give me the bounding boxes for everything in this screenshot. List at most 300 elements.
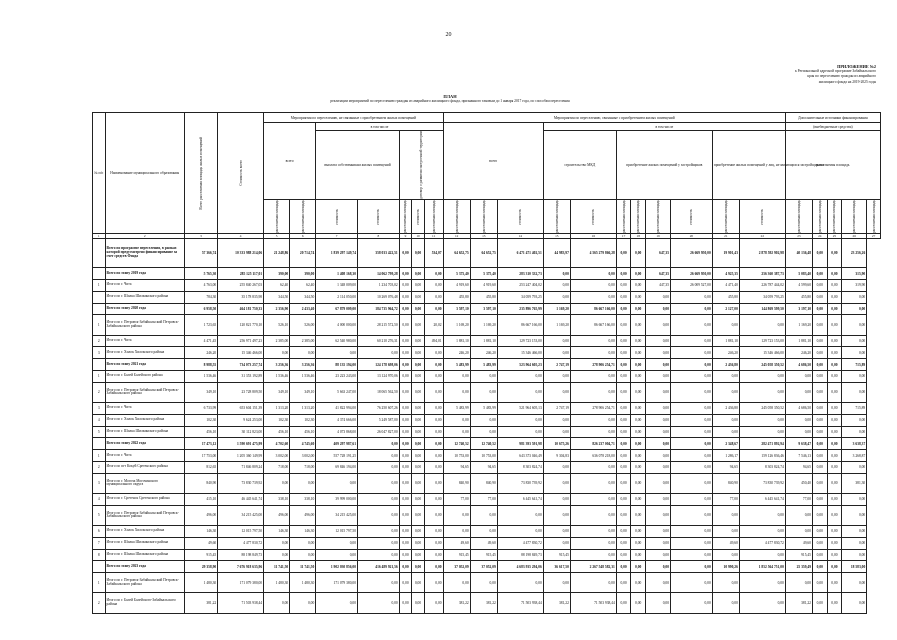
row-cell: 0,00 — [616, 291, 631, 303]
row-number: 4 — [93, 493, 106, 505]
row-cell: 0,00 — [712, 505, 739, 525]
column-number: 19 — [646, 234, 671, 239]
row-cell: 1 881,10 — [443, 335, 470, 347]
row-cell: 20 714,74 — [290, 239, 316, 268]
row-cell: 0,00 — [412, 426, 425, 438]
row-number — [93, 268, 106, 280]
row-name: Итого по г. Хилок Хилокского района — [105, 347, 184, 359]
row-cell: 0,00 — [443, 426, 470, 438]
row-cell: 0,00 — [412, 526, 425, 538]
table-total-row — [93, 438, 881, 450]
table-total-row — [93, 303, 881, 315]
row-cell: 0,00 — [616, 335, 631, 347]
row-name: Итого по г. Петровск-Забайкальский Петровск-Забайкальского района — [105, 315, 184, 335]
row-cell: 0,00 — [631, 268, 646, 280]
row-cell: 450,40 — [785, 473, 812, 493]
row-cell: 4 686,50 — [785, 359, 812, 371]
row-cell: 1 536,46 — [264, 370, 290, 382]
table-row — [93, 450, 881, 462]
row-cell: 381,22 — [785, 593, 812, 614]
row-cell: 0,00 — [812, 268, 827, 280]
row-cell: 0,00 — [827, 280, 842, 292]
row-cell: 0,00 — [842, 347, 867, 359]
row-cell: 13 124 970,06 — [358, 370, 400, 382]
row-cell: 0,00 — [470, 370, 497, 382]
header-g2-purchase-text: приобретение жилых помещений у застройщиков — [626, 162, 703, 167]
row-cell: 0,00 — [570, 573, 616, 593]
header-g3-incl-text: (внебюджетные средства) — [813, 124, 853, 129]
row-number — [93, 359, 106, 371]
row-cell: 0,00 — [570, 493, 616, 505]
row-cell: 0,00 — [646, 537, 671, 549]
row-cell: 0,00 — [631, 370, 646, 382]
row-cell: 0,00 — [827, 335, 842, 347]
row-cell: 0,00 — [631, 473, 646, 493]
row-cell: 0,00 — [671, 537, 713, 549]
h-sq — [785, 199, 812, 233]
row-cell: 0,00 — [412, 537, 425, 549]
row-cell: 0,00 — [812, 315, 827, 335]
row-cell: 0,00 — [443, 414, 470, 426]
row-name: Итого по г. Могоча Могочинского муниципального округа — [105, 473, 184, 493]
row-cell: 0,00 — [827, 473, 842, 493]
row-cell: 29 358,90 — [184, 561, 217, 573]
row-cell: 0,00 — [412, 239, 425, 268]
header-g3-sq-text: расселяемая площадь — [816, 162, 850, 167]
row-cell: 25 359,49 — [785, 561, 812, 573]
row-cell: 0,00 — [646, 473, 671, 493]
row-cell: 381,22 — [470, 593, 497, 614]
row-cell: 0,00 — [616, 382, 631, 402]
row-cell: 344,50 — [264, 291, 290, 303]
row-cell: 1 902 030 856,00 — [316, 561, 358, 573]
row-cell: 0,00 — [827, 549, 842, 561]
row-cell: 0,00 — [631, 573, 646, 593]
row-cell: 1 480,30 — [184, 573, 217, 593]
row-cell: 0,00 — [712, 426, 739, 438]
header-g2-incl-text: в том числе — [655, 124, 674, 129]
column-number: 1 — [93, 234, 106, 239]
row-cell: 0,00 — [316, 549, 358, 561]
row-cell: 49,60 — [184, 537, 217, 549]
row-cell: 1 169,20 — [543, 303, 570, 315]
row-cell: 4 925,35 — [712, 268, 739, 280]
row-cell: 0,00 — [646, 347, 671, 359]
row-cell: 494,01 — [424, 335, 443, 347]
row-cell: 0,00 — [631, 493, 646, 505]
row-name: Всего по этапу 2020 года — [105, 303, 184, 315]
row-cell: 35 178 835,98 — [218, 291, 264, 303]
row-cell: 3 256,36 — [290, 359, 316, 371]
row-cell: 0,00 — [543, 573, 570, 593]
row-cell: 0,00 — [412, 303, 425, 315]
row-cell: 0,00 — [399, 268, 412, 280]
row-number: 2 — [93, 382, 106, 402]
row-cell: 5 083,40 — [785, 268, 812, 280]
row-cell: 0,00 — [646, 315, 671, 335]
row-cell: 94,65 — [470, 461, 497, 473]
row-cell: 0,00 — [616, 549, 631, 561]
column-number: 16 — [570, 234, 616, 239]
row-cell: 0,00 — [812, 239, 827, 268]
row-cell: 0,00 — [842, 382, 867, 402]
row-cell: 0,00 — [399, 593, 412, 614]
row-cell: 0,00 — [570, 370, 616, 382]
row-cell: 49,60 — [712, 537, 739, 549]
row-cell: 0,00 — [399, 461, 412, 473]
row-cell: 1 480,30 — [290, 573, 316, 593]
row-cell: 0,00 — [671, 359, 713, 371]
row-cell: 19 901,43 — [712, 239, 739, 268]
row-cell: 11 741,50 — [264, 561, 290, 573]
column-number: 26 — [842, 234, 867, 239]
row-cell: 0,00 — [739, 573, 785, 593]
row-cell: 1 881,10 — [470, 335, 497, 347]
row-number — [93, 303, 106, 315]
row-cell: 0,00 — [646, 303, 671, 315]
row-cell: 0,00 — [570, 268, 616, 280]
column-number: 9 — [399, 234, 412, 239]
row-cell: 0,00 — [827, 414, 842, 426]
row-cell: 0,00 — [412, 438, 425, 450]
row-cell: 76 250 607,26 — [358, 403, 400, 415]
row-cell: 0,00 — [827, 382, 842, 402]
row-cell: 278 906 254,71 — [570, 359, 616, 371]
row-cell: 1 408 168,30 — [316, 268, 358, 280]
row-cell: 0,00 — [785, 426, 812, 438]
row-cell: 0,00 — [842, 426, 867, 438]
row-cell: 0,00 — [616, 414, 631, 426]
page-number: 20 — [445, 32, 452, 38]
row-cell: 2 436,80 — [712, 403, 739, 415]
row-cell: 71 503 938,44 — [497, 593, 543, 614]
row-cell: 0,00 — [424, 526, 443, 538]
column-number: 11 — [424, 234, 443, 239]
row-cell: 3 002,00 — [264, 450, 290, 462]
row-cell: 0,00 — [570, 414, 616, 426]
row-cell: 1 536,46 — [184, 370, 217, 382]
row-cell: 0,00 — [671, 403, 713, 415]
row-cell: 2 433,40 — [290, 303, 316, 315]
row-cell: 88 135 194,00 — [316, 359, 358, 371]
row-cell: 1 205 360 149,99 — [218, 450, 264, 462]
row-cell: 64 652,75 — [443, 239, 470, 268]
row-cell: 0,00 — [827, 403, 842, 415]
row-cell: 0,00 — [842, 505, 867, 525]
row-cell: 102,30 — [184, 414, 217, 426]
row-cell: 496,00 — [290, 505, 316, 525]
row-cell: 26 669 950,00 — [671, 239, 713, 268]
row-cell: 77,00 — [785, 493, 812, 505]
row-cell: 0,00 — [570, 537, 616, 549]
row-cell: 1 590 691 475,99 — [218, 438, 264, 450]
row-cell: 0,00 — [616, 239, 631, 268]
row-cell: 0,00 — [616, 526, 631, 538]
row-cell: 0,00 — [399, 573, 412, 593]
table-row — [93, 370, 881, 382]
row-cell: 0,00 — [412, 549, 425, 561]
plan-table-body — [93, 239, 881, 614]
row-cell: 0,00 — [443, 382, 470, 402]
table-row — [93, 526, 881, 538]
row-cell: 0,00 — [412, 593, 425, 614]
row-cell: 0,00 — [812, 426, 827, 438]
row-cell: 4 599,60 — [785, 280, 812, 292]
row-cell: 0,00 — [424, 303, 443, 315]
row-cell: 0,00 — [646, 593, 671, 614]
h-cost — [358, 199, 400, 233]
row-cell: 3 268,87 — [842, 450, 867, 462]
row-cell: 0,00 — [631, 239, 646, 268]
row-cell: 0,00 — [646, 438, 671, 450]
h-sq — [543, 199, 570, 233]
row-cell: 0,00 — [399, 239, 412, 268]
h-sq-text: расселяемая площадь — [871, 199, 876, 233]
appendix-line: жилищного фонда на 2019-2025 годы — [818, 79, 876, 84]
row-cell: 4 477 830,72 — [218, 537, 264, 549]
row-cell: 647,35 — [646, 239, 671, 268]
plan-table-wrapper — [92, 112, 881, 614]
row-cell: 0,00 — [739, 549, 785, 561]
row-cell: 0,00 — [424, 493, 443, 505]
row-cell: 0,00 — [543, 537, 570, 549]
row-cell: 0,00 — [358, 549, 400, 561]
row-cell: 0,00 — [631, 426, 646, 438]
row-cell: 0,00 — [646, 370, 671, 382]
row-cell: 0,00 — [358, 461, 400, 473]
row-cell: 40 136,48 — [785, 239, 812, 268]
row-cell: 521 964 605,13 — [497, 403, 543, 415]
row-cell: 390,00 — [290, 268, 316, 280]
row-cell: 0,00 — [842, 461, 867, 473]
row-cell: 49,60 — [470, 537, 497, 549]
h-cost-text: стоимость — [334, 208, 339, 225]
row-cell: 0,00 — [616, 426, 631, 438]
h-sq — [867, 199, 881, 233]
row-number: 4 — [93, 414, 106, 426]
row-cell: 0,00 — [290, 473, 316, 493]
row-number: 2 — [93, 593, 106, 614]
row-cell: 255 840 267,03 — [218, 280, 264, 292]
row-cell: 0,00 — [631, 414, 646, 426]
row-cell: 6 958,50 — [184, 303, 217, 315]
row-cell: 0,00 — [497, 426, 543, 438]
row-number: 1 — [93, 280, 106, 292]
row-cell: 416 489 921,56 — [358, 561, 400, 573]
row-cell: 0,00 — [671, 347, 713, 359]
row-cell: 0,00 — [631, 549, 646, 561]
h-sq — [812, 199, 827, 233]
row-cell: 0,00 — [739, 315, 785, 335]
header-group-1-text: Мероприятия по переселению, не связанные с приобретением жилых помещений — [290, 115, 416, 120]
header-g2-secondary-text: приобретение жилых помещений у лиц, не являющихся застройщиками — [713, 162, 825, 167]
header-g1-contract-text: договор о развитии застроенной территории — [419, 131, 424, 199]
row-cell: 11 741,50 — [290, 561, 316, 573]
row-number — [93, 438, 106, 450]
row-cell: 0,00 — [631, 335, 646, 347]
row-cell: 0,00 — [812, 493, 827, 505]
row-cell: 0,00 — [412, 359, 425, 371]
row-cell: 1 234 703,02 — [358, 280, 400, 292]
row-cell: 0,00 — [399, 370, 412, 382]
row-cell: 4 763,00 — [184, 280, 217, 292]
row-cell: 246,20 — [470, 347, 497, 359]
row-cell: 456,10 — [290, 426, 316, 438]
row-cell: 0,00 — [543, 414, 570, 426]
row-cell: 9 304,83 — [543, 450, 570, 462]
row-cell: 129 723 153,00 — [497, 335, 543, 347]
row-cell: 315,90 — [842, 268, 867, 280]
row-cell: 0,00 — [671, 505, 713, 525]
row-cell: 0,00 — [842, 303, 867, 315]
row-cell: 4 073 868,00 — [316, 426, 358, 438]
row-cell: 278 906 254,71 — [570, 403, 616, 415]
row-cell: 0,00 — [812, 382, 827, 402]
row-cell: 0,00 — [399, 473, 412, 493]
row-cell: 0,00 — [785, 573, 812, 593]
row-cell: 0,00 — [570, 473, 616, 493]
row-cell: 0,00 — [424, 549, 443, 561]
row-cell: 256 360 387,73 — [739, 268, 785, 280]
row-cell: 0,00 — [290, 549, 316, 561]
row-cell: 0,00 — [616, 438, 631, 450]
row-cell: 0,00 — [424, 593, 443, 614]
row-cell: 0,00 — [424, 426, 443, 438]
row-cell: 10 675,26 — [543, 438, 570, 450]
row-cell: 0,00 — [543, 280, 570, 292]
row-cell: 0,00 — [646, 291, 671, 303]
row-cell: 0,00 — [358, 450, 400, 462]
row-cell: 120 821 770,10 — [218, 315, 264, 335]
row-cell: 0,00 — [671, 493, 713, 505]
row-cell: 0,00 — [712, 414, 739, 426]
row-cell: 2 747,19 — [543, 359, 570, 371]
row-cell: 0,00 — [671, 382, 713, 402]
row-cell: 0,00 — [739, 426, 785, 438]
row-cell: 0,00 — [785, 382, 812, 402]
h-sq-text: расселяемая площадь — [621, 199, 626, 233]
row-cell: 0,00 — [646, 426, 671, 438]
table-row — [93, 573, 881, 593]
row-cell: 102,30 — [264, 414, 290, 426]
row-cell: 344,50 — [290, 291, 316, 303]
row-cell: 0,00 — [616, 561, 631, 573]
h-cost — [497, 199, 543, 233]
appendix-line: края по переселению граждан из аварийного — [807, 74, 876, 79]
h-sq — [842, 199, 867, 233]
row-cell: 0,00 — [827, 505, 842, 525]
row-cell: 30 112 823,00 — [218, 426, 264, 438]
row-cell: 840,90 — [184, 473, 217, 493]
h-sq-text: расселяемая площадь — [300, 199, 305, 233]
row-cell: 4 374 666,00 — [316, 414, 358, 426]
row-cell: 0,00 — [424, 382, 443, 402]
row-cell: 0,00 — [671, 414, 713, 426]
row-cell: 0,00 — [712, 573, 739, 593]
row-cell: 0,00 — [543, 370, 570, 382]
table-row — [93, 505, 881, 525]
row-cell: 94,65 — [785, 461, 812, 473]
row-cell: 0,00 — [399, 303, 412, 315]
column-number: 8 — [358, 234, 400, 239]
row-cell: 2 385,00 — [290, 335, 316, 347]
row-cell: 0,00 — [631, 593, 646, 614]
row-cell: 4 919,60 — [470, 280, 497, 292]
row-cell: 0,00 — [616, 315, 631, 335]
row-cell: 245 058 350,52 — [739, 403, 785, 415]
row-cell: 0,00 — [646, 561, 671, 573]
row-cell: 2 436,80 — [712, 359, 739, 371]
column-number: 23 — [785, 234, 812, 239]
row-cell: 0,00 — [646, 414, 671, 426]
row-cell: 319,90 — [842, 280, 867, 292]
h-sq — [827, 199, 842, 233]
row-cell: 0,00 — [646, 549, 671, 561]
h-sq — [424, 199, 443, 233]
row-cell: 0,00 — [827, 239, 842, 268]
row-cell: 0,00 — [570, 382, 616, 402]
row-name: Итого по г. Шилка Шилкинского района — [105, 291, 184, 303]
row-cell: 4 919,60 — [443, 280, 470, 292]
row-cell: 0,00 — [358, 473, 400, 493]
row-cell: 57 366,74 — [184, 239, 217, 268]
row-cell: 0,00 — [812, 280, 827, 292]
row-cell: 0,00 — [412, 382, 425, 402]
row-cell: 4 745,60 — [290, 438, 316, 450]
row-cell: 28 215 572,50 — [358, 315, 400, 335]
header-group-1 — [264, 113, 443, 123]
row-cell: 0,00 — [671, 438, 713, 450]
row-cell: 0,00 — [543, 291, 570, 303]
row-cell: 0,00 — [358, 573, 400, 593]
row-cell: 0,00 — [412, 403, 425, 415]
row-cell: 7 546,13 — [785, 450, 812, 462]
table-row — [93, 549, 881, 561]
h-cost — [570, 199, 616, 233]
row-cell: 5 483,99 — [470, 359, 497, 371]
row-cell: 23 728 809,50 — [218, 382, 264, 402]
row-cell: 0,00 — [497, 526, 543, 538]
row-cell: 0,00 — [399, 414, 412, 426]
row-cell: 62,40 — [290, 280, 316, 292]
header-c4 — [218, 113, 264, 234]
row-cell: 496,00 — [264, 505, 290, 525]
row-cell: 34 059 793,25 — [739, 291, 785, 303]
row-cell: 647,35 — [646, 268, 671, 280]
row-cell: 0,00 — [631, 315, 646, 335]
row-name: Итого по г. Петровск-Забайкальский Петровск-Забайкальского района — [105, 505, 184, 525]
row-cell: 34 215 425,00 — [316, 505, 358, 525]
row-cell: 73 830 739,92 — [497, 473, 543, 493]
row-name: Итого по г. Петровск-Забайкальский Петровск-Забайкальского района — [105, 573, 184, 593]
row-cell: 253 247 404,02 — [497, 280, 543, 292]
row-cell: 235 896 765,99 — [497, 303, 543, 315]
row-number: 1 — [93, 370, 106, 382]
header-g2-build — [543, 131, 616, 200]
h-cost-text: стоимость — [376, 208, 381, 225]
header-g1-contract — [399, 131, 443, 200]
row-cell: 915,45 — [443, 549, 470, 561]
row-name: Итого по г. Чита — [105, 403, 184, 415]
row-cell: 636 078 218,00 — [570, 450, 616, 462]
row-cell: 0,00 — [412, 335, 425, 347]
row-name: Всего по этапу 2021 года — [105, 359, 184, 371]
row-cell: 0,00 — [671, 315, 713, 335]
row-cell: 94,65 — [712, 461, 739, 473]
row-cell: 1 881,10 — [785, 335, 812, 347]
row-cell: 124 178 698,06 — [358, 359, 400, 371]
row-cell: 62 540 980,00 — [316, 335, 358, 347]
